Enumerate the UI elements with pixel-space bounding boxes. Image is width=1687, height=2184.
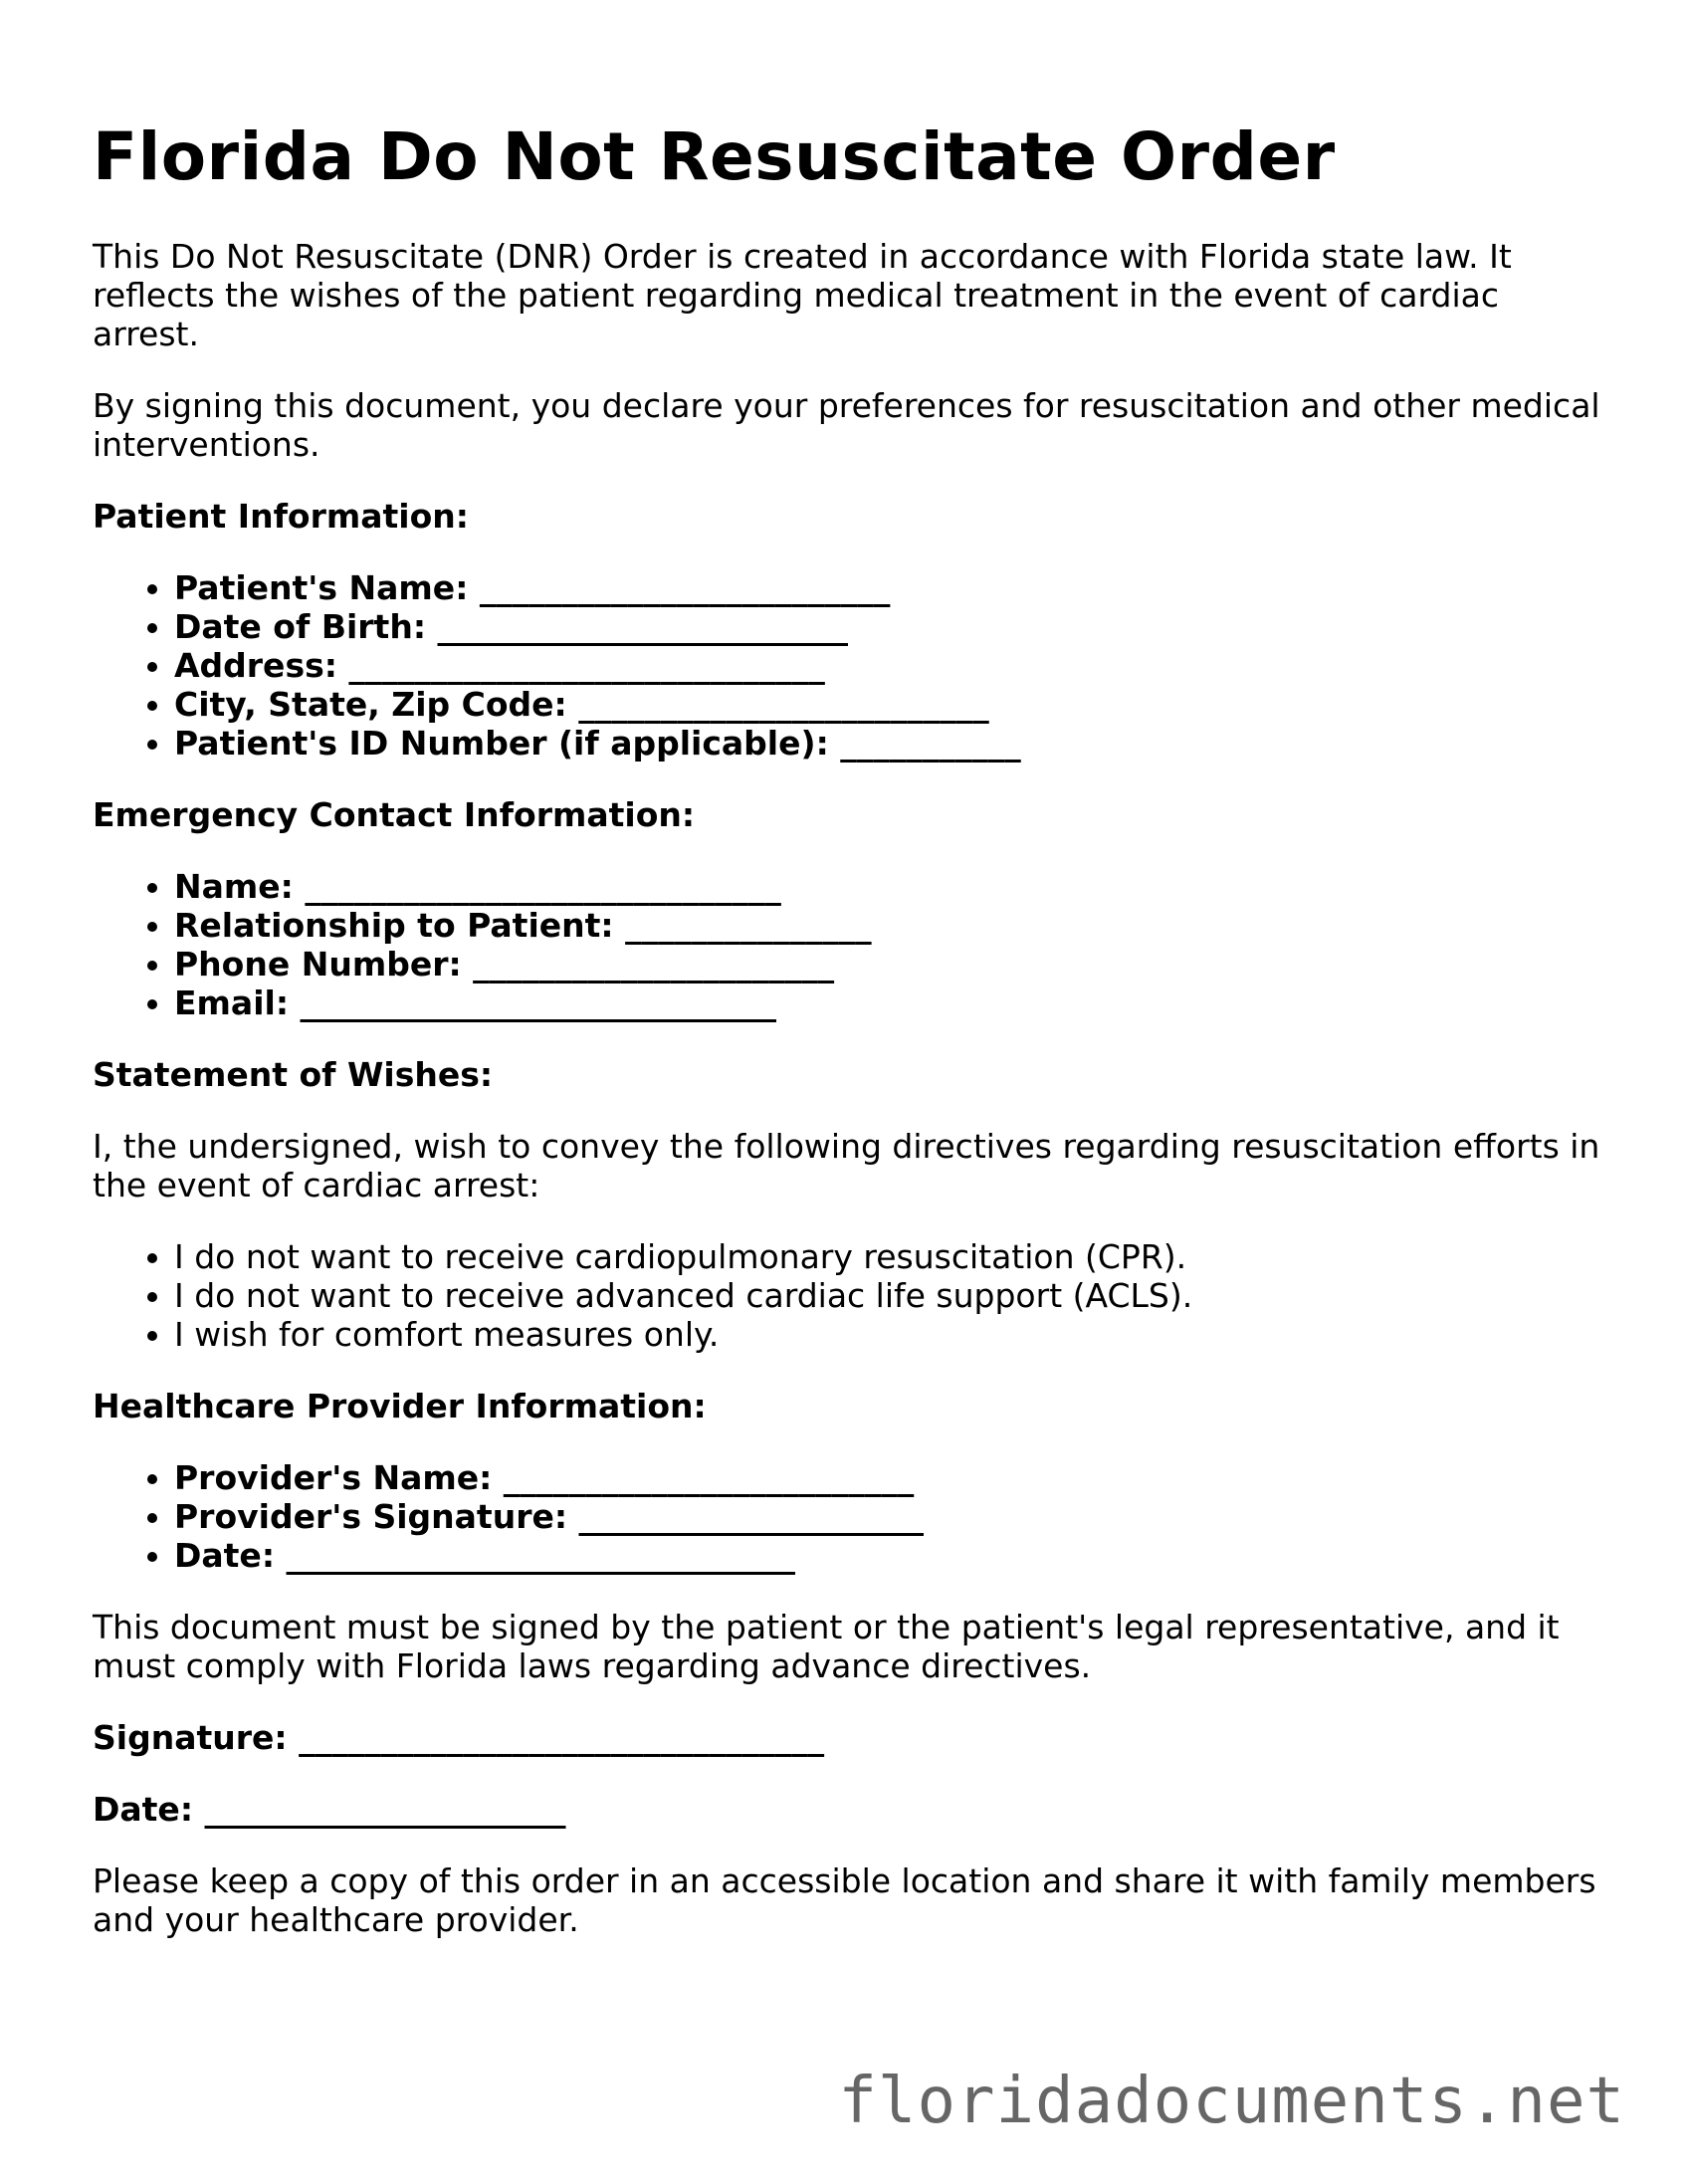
wish-item: • I do not want to receive advanced cardiac life support (ACLS). [174, 1276, 1605, 1315]
wish-item: • I do not want to receive cardiopulmonary resuscitation (CPR). [174, 1237, 1605, 1276]
signature-line: Signature: ________________________________ [93, 1718, 825, 1757]
patient-id-field: • Patient's ID Number (if applicable): ___________ [174, 724, 1605, 763]
provider-name-field: • Provider's Name: _________________________ [174, 1458, 1605, 1497]
patient-name-field: • Patient's Name: _________________________ [174, 568, 1605, 607]
wishes-heading: Statement of Wishes: [93, 1055, 494, 1094]
email-field: • Email: _____________________________ [174, 983, 1605, 1022]
city-state-zip-field: • City, State, Zip Code: _________________________ [174, 685, 1605, 724]
emergency-contact-list [93, 867, 1605, 1022]
provider-signature-field: • Provider's Signature: _____________________ [174, 1497, 1605, 1536]
compliance-paragraph: This document must be signed by the patient or the patient's legal representative, and it must comply with Florida laws regarding advance directives. [93, 1608, 1560, 1685]
patient-info-list [93, 568, 1605, 763]
emergency-contact-heading: Emergency Contact Information: [93, 795, 696, 834]
intro-paragraph: This Do Not Resuscitate (DNR) Order is created in accordance with Florida state law. It reflects the wishes of the patient regarding medical treatment in the event of cardiac arrest. [93, 237, 1512, 353]
provider-list [93, 1458, 1605, 1575]
wish-item: • I wish for comfort measures only. [174, 1315, 1605, 1354]
date-of-birth-field: • Date of Birth: _________________________ [174, 607, 1605, 646]
address-field: • Address: _____________________________ [174, 646, 1605, 685]
wishes-paragraph: I, the undersigned, wish to convey the following directives regarding resuscitation efforts in the event of cardiac arrest: [93, 1127, 1600, 1204]
document-title: Florida Do Not Resuscitate Order [93, 118, 1336, 195]
provider-heading: Healthcare Provider Information: [93, 1387, 707, 1425]
document-page [93, 117, 1605, 1972]
intro-paragraph: By signing this document, you declare your preferences for resuscitation and other medical interventions. [93, 386, 1600, 464]
phone-number-field: • Phone Number: ______________________ [174, 945, 1605, 983]
site-watermark: floridadocuments.net [838, 2065, 1625, 2138]
relationship-field: • Relationship to Patient: _______________ [174, 906, 1605, 945]
contact-name-field: • Name: _____________________________ [174, 867, 1605, 906]
provider-date-field: • Date: _______________________________ [174, 1536, 1605, 1575]
closing-paragraph: Please keep a copy of this order in an accessible location and share it with family members and your healthcare provider. [93, 1861, 1596, 1939]
wishes-list [93, 1237, 1605, 1354]
date-line: Date: ______________________ [93, 1790, 566, 1829]
patient-info-heading: Patient Information: [93, 497, 469, 536]
